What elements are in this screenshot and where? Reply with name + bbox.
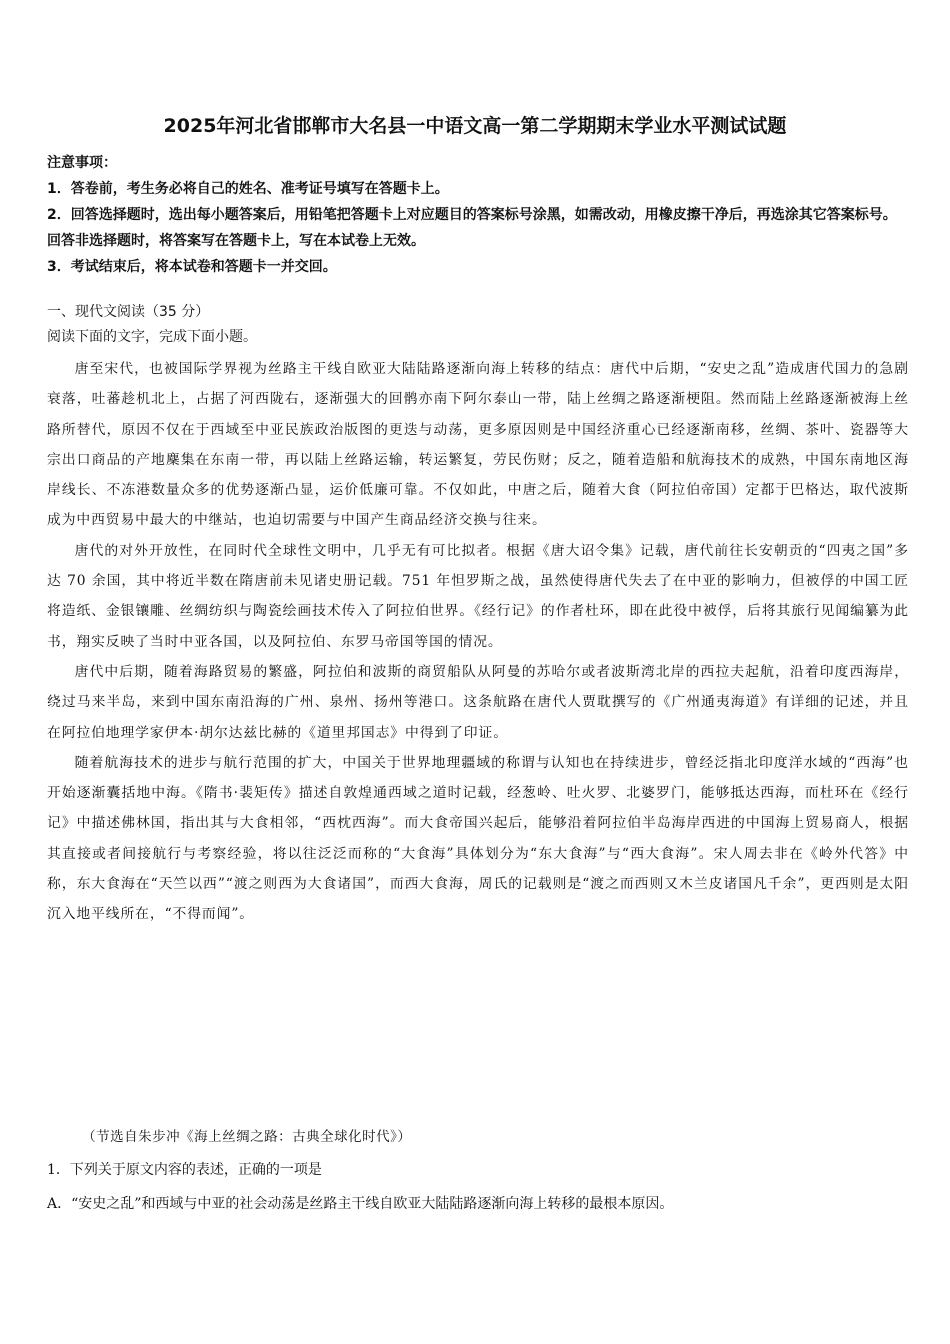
answer-option-a: A．“安史之乱”和西域与中亚的社会动荡是丝路主干线自欧亚大陆陆路逐渐向海上转移的最根本原因。 (47, 1196, 674, 1212)
passage-source: （节选自朱步冲《海上丝绸之路：古典全球化时代》） (82, 1129, 412, 1145)
notes-block (47, 150, 909, 280)
passage-paragraph: 随着航海技术的进步与航行范围的扩大，中国关于世界地理疆域的称谓与认知也在持续进步，曾经泛指北印度洋水域的“西海”也开始逐渐囊括地中海。《隋书·裴矩传》描述自敦煌通西域之道时记载，经葱岭、吐火罗、北婆罗门，能够抵达西海，而杜环在《经行记》中描述佛林国，指出其与大食相邻，“西枕西海”。而大食帝国兴起后，能够沿着阿拉伯半岛海岸西进的中国海上贸易商人，根据其直接或者间接航行与考察经验，将以往泛泛而称的“大食海”具体划分为“东大食海”与“西大食海”。宋人周去非在《岭外代答》中称，东大食海在“天竺以西”“渡之则西为大食诸国”，而西大食海，周氏的记载则是“渡之而西则又木兰皮诸国凡千余”，更西则是太阳沉入地平线所在，“不得而闻”。 (47, 754, 909, 923)
question-stem: 1．下列关于原文内容的表述，正确的一项是 (47, 1162, 322, 1178)
note-item: 1．答卷前，考生务必将自己的姓名、准考证号填写在答题卡上。 (47, 181, 449, 197)
passage-paragraph: 唐至宋代，也被国际学界视为丝路主干线自欧亚大陆陆路逐渐向海上转移的结点：唐代中后期，“安史之乱”造成唐代国力的急剧衰落，吐蕃趁机北上，占据了河西陇右，逐渐强大的回鹘亦南下阿尔泰山一带，陆上丝绸之路逐渐梗阻。然而陆上丝路逐渐被海上丝路所替代，原因不仅在于西域至中亚民族政治版图的更迭与动荡，更多原因则是中国经济重心已经逐渐南移，丝绸、茶叶、瓷器等大宗出口商品的产地麇集在东南一带，再以陆上丝路运输，转运繁复，劳民伤财；反之，随着造船和航海技术的成熟，中国东南地区海岸线长、不冻港数量众多的优势逐渐凸显，运价低廉可靠。不仅如此，中唐之后，随着大食（阿拉伯帝国）定都于巴格达，取代波斯成为中西贸易中最大的中继站，也迫切需要与中国产生商品经济交换与往来。 (47, 361, 909, 529)
reading-passage (47, 354, 909, 930)
exam-title: 2025年河北省邯郸市大名县一中语文高一第二学期期末学业水平测试试题 (163, 115, 787, 137)
notes-heading: 注意事项： (47, 155, 117, 171)
passage-paragraph: 唐代中后期，随着海路贸易的繁盛，阿拉伯和波斯的商贸船队从阿曼的苏哈尔或者波斯湾北岸的西拉夫起航，沿着印度西海岸，绕过马来半岛，来到中国东南沿海的广州、泉州、扬州等港口。这条航路在唐代人贾耽撰写的《广州通夷海道》有详细的记述，并且在阿拉伯地理学家伊本·胡尔达兹比赫的《道里邦国志》中得到了印证。 (47, 663, 909, 741)
section-title: 一、现代文阅读（35 分） (47, 304, 210, 320)
note-item: 3．考试结束后，将本试卷和答题卡一并交回。 (47, 259, 337, 275)
passage-paragraph: 唐代的对外开放性，在同时代全球性文明中，几乎无有可比拟者。根据《唐大诏令集》记载，唐代前往长安朝贡的“四夷之国”多达 70 余国，其中将近半数在隋唐前未见诸史册记载。751 年怛罗斯之战，虽然使得唐代失去了在中亚的影响力，但被俘的中国工匠将造纸、金银镶雕、丝绸纺织与陶瓷绘画技术传入了阿拉伯世界。《经行记》的作者杜环，即在此役中被俘，后将其旅行见闻编纂为此书，翔实反映了当时中亚各国，以及阿拉伯、东罗马帝国等国的情况。 (47, 542, 909, 650)
note-item: 2．回答选择题时，选出每小题答案后，用铅笔把答题卡上对应题目的答案标号涂黑，如需改动，用橡皮擦干净后，再选涂其它答案标号。回答非选择题时，将答案写在答题卡上，写在本试卷上无效。 (47, 207, 897, 249)
reading-instruction: 阅读下面的文字，完成下面小题。 (47, 329, 257, 345)
